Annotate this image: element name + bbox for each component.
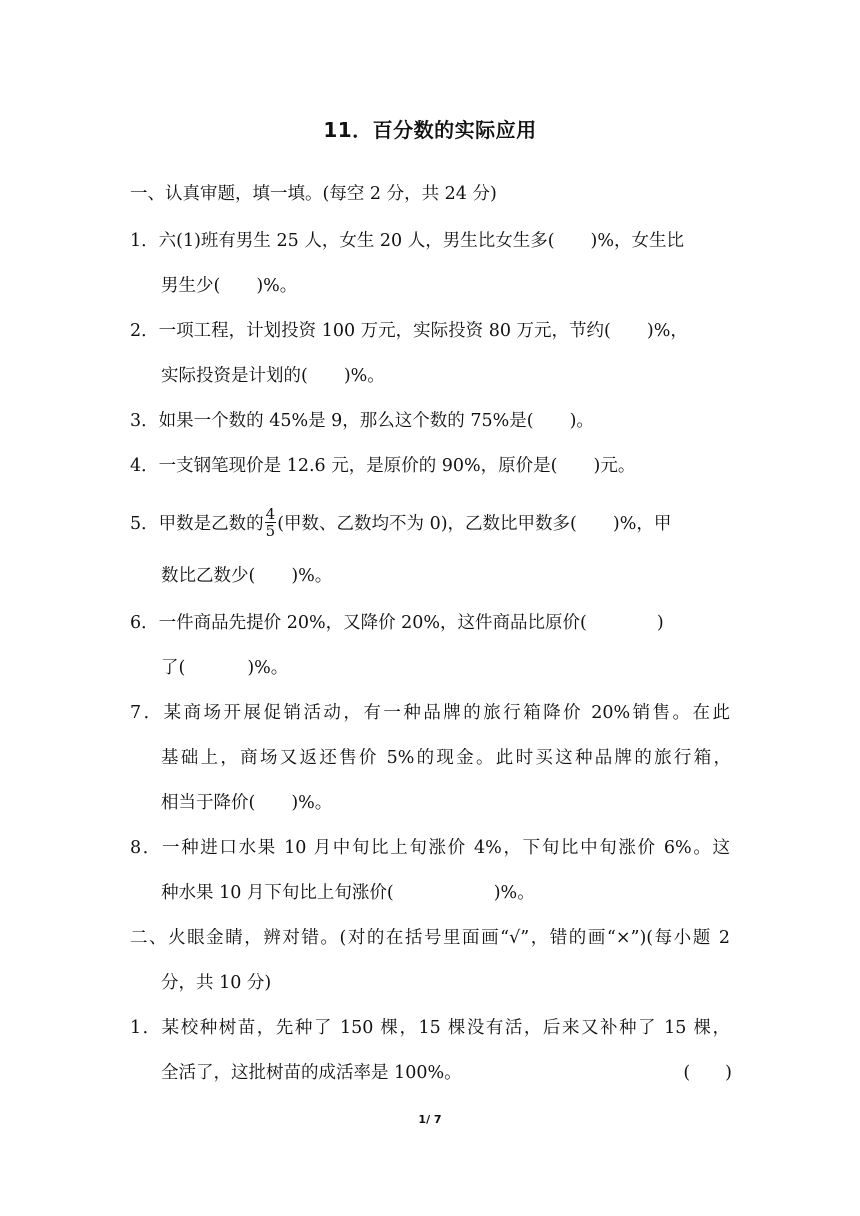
q5-text-b: (甲数、乙数均不为 0)，乙数比甲数多( (277, 514, 577, 534)
question-8-line-2 (161, 881, 761, 905)
q5-text-e: )%。 (291, 566, 333, 586)
q6-text-d: )%。 (247, 658, 289, 678)
question-8-line-1: 8．一种进口水果 10 月中旬比上旬涨价 4%，下旬比中旬涨价 6%。这 (130, 838, 730, 858)
q1-text-a: 1．六(1)班有男生 25 人，女生 20 人，男生比女生多( (130, 231, 555, 251)
fraction-four-fifths (265, 506, 277, 539)
q6-text-a: 6．一件商品先提价 20%，又降价 20%，这件商品比原价( (130, 613, 587, 633)
q6-text-c: 了( (161, 658, 186, 678)
question-4 (130, 454, 730, 478)
page-title: 11．百分数的实际应用 (323, 118, 537, 142)
question-5-line-1 (130, 505, 730, 541)
question-3 (130, 409, 730, 433)
question-7-line-1: 7．某商场开展促销活动，有一种品牌的旅行箱降价 20%销售。在此 (130, 703, 730, 723)
section-1-heading: 一、认真审题，填一填。(每空 2 分，共 24 分) (130, 184, 497, 204)
q2-text-b: )%， (646, 321, 688, 341)
question-2-line-2 (161, 364, 761, 388)
q1-text-b: )%，女生比 (590, 231, 685, 251)
question-7-line-3 (161, 791, 761, 815)
q3-text-b: )。 (569, 411, 594, 431)
question-6-line-1 (130, 611, 730, 635)
q7-text-c: 相当于降价( (161, 793, 256, 813)
q3-text-a: 3．如果一个数的 45%是 9，那么这个数的 75%是( (130, 411, 534, 431)
q4-text-b: )元。 (593, 456, 636, 476)
q1-text-d: )%。 (256, 276, 298, 296)
question-1-line-2 (161, 274, 761, 298)
q6-text-b: ) (656, 613, 664, 633)
judgement-answer-parentheses: ( ) (683, 1063, 732, 1083)
q5-text-c: )%，甲 (612, 514, 672, 534)
section-2-question-1-line-2: 全活了，这批树苗的成活率是 100%。 (161, 1063, 462, 1083)
page-number: 1/ 7 (418, 1113, 442, 1126)
q2-text-a: 2．一项工程，计划投资 100 万元，实际投资 80 万元，节约( (130, 321, 611, 341)
q5-text-d: 数比乙数少( (161, 566, 256, 586)
fraction-numerator: 4 (265, 505, 276, 523)
q4-text-a: 4．一支钢笔现价是 12.6 元，是原价的 90%，原价是( (130, 456, 558, 476)
question-5-line-2 (161, 564, 761, 588)
question-6-line-2 (161, 656, 761, 680)
section-2-heading-line-2: 分，共 10 分) (161, 973, 272, 993)
section-2-question-1-line-1: 1．某校种树苗，先种了 150 棵，15 棵没有活，后来又补种了 15 棵， (130, 1018, 730, 1038)
q2-text-c: 实际投资是计划的( (161, 366, 308, 386)
question-2-line-1 (130, 319, 730, 343)
q7-text-d: )%。 (291, 793, 333, 813)
section-2-heading-line-1: 二、火眼金睛，辨对错。(对的在括号里面画“√”，错的画“×”)(每小题 2 (130, 928, 730, 948)
q1-text-c: 男生少( (161, 276, 221, 296)
question-1-line-1 (130, 229, 730, 253)
q8-text-c: )%。 (493, 883, 535, 903)
q8-text-b: 种水果 10 月下旬比上旬涨价( (161, 883, 394, 903)
q2-text-d: )%。 (343, 366, 385, 386)
question-7-line-2: 基础上，商场又返还售价 5%的现金。此时买这种品牌的旅行箱， (161, 748, 731, 768)
q5-text-a: 5．甲数是乙数的 (130, 514, 264, 534)
fraction-denominator: 5 (265, 522, 276, 540)
